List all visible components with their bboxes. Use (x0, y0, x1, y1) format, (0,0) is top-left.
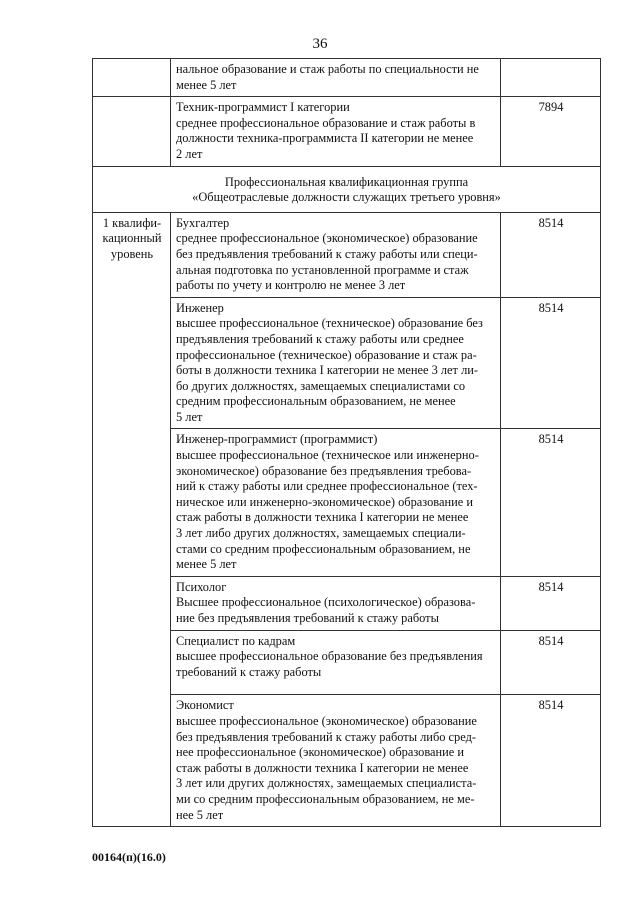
position-text-line: высшее профессиональное (техническое или инженерно- (176, 448, 479, 463)
position-text-line: Высшее профессиональное (психологическое) образова- (176, 595, 476, 610)
code-cell: 8514 (501, 695, 601, 827)
position-text-line: бо других должностях, замещаемых специалистами со (176, 378, 466, 393)
position-text-line: должности техника-программиста II категории не менее (176, 131, 474, 146)
position-title: Бухгалтер (176, 215, 230, 230)
position-text-line: менее 5 лет (176, 557, 237, 572)
position-text-line: нальное образование и стаж работы по специальности не (176, 62, 479, 76)
table-row (93, 97, 601, 166)
group-heading-line: «Общеотраслевые должности служащих третьего уровня» (192, 190, 501, 205)
document-footer-code: 00164(п)(16.0) (92, 850, 166, 864)
position-cell (171, 97, 501, 166)
position-text-line: среднее профессиональное (экономическое) образование (176, 231, 478, 246)
code-cell: 7894 (501, 97, 601, 166)
position-text-line: 5 лет (176, 409, 203, 424)
position-cell (171, 212, 501, 297)
position-text-line: экономическое) образование без предъявления требова- (176, 463, 472, 478)
position-text-line: высшее профессиональное (техническое) образование без (176, 316, 483, 331)
position-text-line: ний к стажу работы или среднее профессиональное (тех- (176, 479, 478, 494)
group-heading-line: Профессиональная квалификационная группа (224, 174, 469, 189)
code-cell (501, 59, 601, 97)
position-title: Инженер (176, 300, 224, 315)
level-cell (93, 97, 171, 166)
position-text-line: боты в должности техника I категории не менее 3 лет ли- (176, 363, 479, 378)
qualification-level-cell (93, 212, 171, 826)
position-cell (171, 59, 501, 97)
position-cell (171, 695, 501, 827)
position-text-line: работы по учету и контролю не менее 3 лет (176, 278, 406, 293)
level-label-line: кационный (102, 231, 162, 246)
group-heading (93, 166, 601, 212)
level-label-line: 1 квалифи- (102, 215, 162, 230)
position-title: Психолог (176, 579, 227, 594)
table-row (93, 212, 601, 297)
position-text-line: без предъявления требований к стажу работы или специ- (176, 246, 478, 261)
position-text-line: высшее профессиональное (экономическое) образование (176, 713, 477, 728)
qualification-table (92, 58, 601, 827)
position-text-line: ническое или инженерно-экономическое) образование и (176, 494, 473, 509)
position-text-line: предъявления требований к стажу работы или среднее (176, 331, 464, 346)
code-cell: 8514 (501, 212, 601, 297)
position-text-line: средним профессиональным образованием, не менее (176, 394, 456, 409)
position-cell (171, 297, 501, 429)
position-text-line: без предъявления требований к стажу работы либо сред- (176, 729, 477, 744)
page-number: 36 (312, 36, 328, 52)
position-text-line: 3 лет либо других должностях, замещаемых специали- (176, 526, 466, 541)
position-text-line: ми со средним профессиональным образованием, не ме- (176, 791, 475, 806)
code-cell: 8514 (501, 297, 601, 429)
table-row (93, 59, 601, 97)
position-text-line: стаж работы в должности техника I категории не менее (176, 510, 469, 525)
position-text-line: менее 5 лет (176, 77, 237, 92)
position-cell (171, 576, 501, 630)
position-text-line: стаж работы в должности техника I категории не менее (176, 760, 469, 775)
position-text-line: высшее профессиональное образование без предъявления (176, 649, 483, 664)
position-title: Техник-программист I категории (176, 100, 350, 115)
position-title: Специалист по кадрам (176, 633, 296, 648)
position-text-line: требований к стажу работы (176, 664, 322, 679)
position-text-line: профессиональное (техническое) образование и стаж ра- (176, 347, 477, 362)
position-title: Экономист (176, 698, 234, 713)
position-text-line: стами со средним профессиональным образованием, не (176, 541, 471, 556)
code-cell: 8514 (501, 576, 601, 630)
position-cell (171, 429, 501, 576)
position-text-line: 3 лет или других должностях, замещаемых специалиста- (176, 776, 477, 791)
position-text-line: среднее профессиональное образование и стаж работы в (176, 115, 476, 130)
position-text-line: альная подготовка по установленной программе и стаж (176, 262, 469, 277)
code-cell: 8514 (501, 630, 601, 695)
position-text-line: нее профессиональное (экономическое) образование и (176, 745, 465, 760)
group-heading-row (93, 166, 601, 212)
position-text-line: 2 лет (176, 146, 203, 161)
code-cell: 8514 (501, 429, 601, 576)
level-cell (93, 59, 171, 97)
position-title: Инженер-программист (программист) (176, 432, 378, 447)
position-text-line: ние без предъявления требований к стажу работы (176, 611, 439, 625)
position-text-line: нее 5 лет (176, 807, 224, 822)
level-label-line: уровень (110, 246, 154, 261)
position-cell (171, 630, 501, 695)
